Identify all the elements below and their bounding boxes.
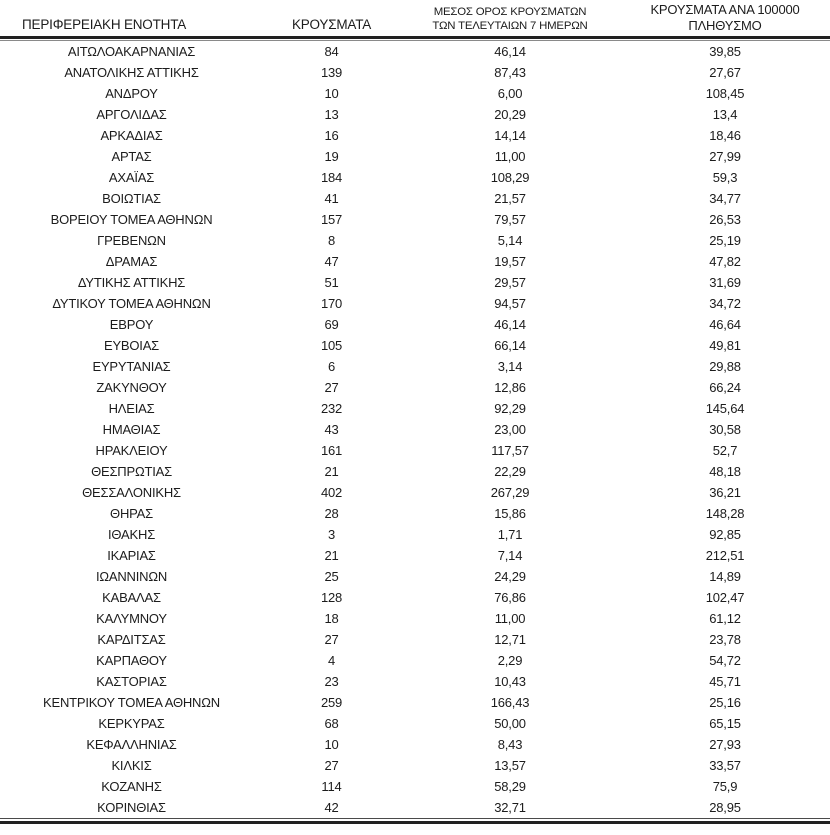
table-row [0,440,830,461]
table-row [0,167,830,188]
cell-region: ΚΕΡΚΥΡΑΣ [98,716,165,731]
table-row [0,335,830,356]
table-row [0,734,830,755]
cell-cases-per-100000: 14,89 [709,569,741,584]
header-cases-per-100000-line2: ΠΛΗΘΥΣΜΟ [688,17,762,33]
cell-cases: 41 [324,191,339,206]
table-row [0,503,830,524]
table-row [0,209,830,230]
cell-7day-average: 166,43 [490,695,530,710]
table-row [0,62,830,83]
header-cases-label: ΚΡΟΥΣΜΑΤΑ [291,17,372,32]
cell-region: ΚΑΡΔΙΤΣΑΣ [97,632,166,647]
cell-7day-average: 12,71 [494,632,526,647]
cell-region: ΚΑΣΤΟΡΙΑΣ [96,674,167,689]
cell-cases: 139 [320,65,343,80]
cell-cases-per-100000: 75,9 [712,779,738,794]
cell-region: ΒΟΡΕΙΟΥ ΤΟΜΕΑ ΑΘΗΝΩΝ [50,212,213,227]
cell-cases: 259 [320,695,343,710]
header-cases-per-100000-line1: ΚΡΟΥΣΜΑΤΑ ΑΝΑ 100000 [650,2,800,17]
header-region [0,17,263,36]
cell-cases: 170 [320,296,343,311]
table-row [0,755,830,776]
cell-region: ΕΒΡΟΥ [109,317,154,332]
cell-cases: 27 [324,632,339,647]
cell-cases-per-100000: 31,69 [709,275,741,290]
cell-region: ΙΩΑΝΝΙΝΩΝ [95,569,168,584]
cell-7day-average: 92,29 [494,401,526,416]
cell-cases: 27 [324,758,339,773]
cell-cases: 13 [324,107,339,122]
cell-cases-per-100000: 36,21 [709,485,741,500]
cell-region: ΑΡΤΑΣ [111,149,152,164]
table-row [0,524,830,545]
cell-cases: 18 [324,611,339,626]
cell-region: ΕΥΡΥΤΑΝΙΑΣ [92,359,171,374]
cell-region: ΙΚΑΡΙΑΣ [107,548,156,563]
cell-cases-per-100000: 49,81 [709,338,741,353]
cell-cases: 21 [324,548,339,563]
cell-7day-average: 94,57 [494,296,526,311]
cell-cases-per-100000: 25,19 [709,233,741,248]
cell-cases-per-100000: 145,64 [705,401,745,416]
cell-cases-per-100000: 27,67 [709,65,741,80]
cell-cases: 184 [320,170,343,185]
table-row [0,482,830,503]
cell-cases-per-100000: 47,82 [709,254,741,269]
cell-region: ΚΑΒΑΛΑΣ [102,590,161,605]
cell-region: ΑΧΑΪΑΣ [108,170,155,185]
table-row [0,671,830,692]
cell-7day-average: 8,43 [497,737,523,752]
cell-7day-average: 76,86 [494,590,526,605]
cell-7day-average: 6,00 [497,86,523,101]
cell-region: ΑΙΤΩΛΟΑΚΑΡΝΑΝΙΑΣ [67,44,196,59]
cell-region: ΕΥΒΟΙΑΣ [103,338,160,353]
cell-cases: 19 [324,149,339,164]
cell-7day-average: 11,00 [494,611,526,626]
cell-cases-per-100000: 28,95 [709,800,741,815]
cell-cases-per-100000: 27,99 [709,149,741,164]
cell-cases: 43 [324,422,339,437]
cell-cases-per-100000: 27,93 [709,737,741,752]
cell-cases-per-100000: 61,12 [709,611,741,626]
cell-7day-average: 7,14 [497,548,523,563]
header-7day-average-line1: ΜΕΣΟΣ ΟΡΟΣ ΚΡΟΥΣΜΑΤΩΝ [433,6,587,18]
table-row [0,398,830,419]
cell-cases-per-100000: 102,47 [705,590,745,605]
cell-7day-average: 108,29 [490,170,530,185]
cell-region: ΚΟΡΙΝΘΙΑΣ [97,800,166,815]
cell-cases-per-100000: 23,78 [709,632,741,647]
cell-7day-average: 10,43 [494,674,526,689]
cell-cases: 402 [320,485,343,500]
cell-7day-average: 22,29 [494,464,526,479]
cell-cases-per-100000: 34,72 [709,296,741,311]
cell-7day-average: 11,00 [494,149,526,164]
header-cases-per-100000 [620,2,830,36]
cell-region: ΔΥΤΙΚΟΥ ΤΟΜΕΑ ΑΘΗΝΩΝ [52,296,211,311]
cell-cases: 232 [320,401,343,416]
cell-cases-per-100000: 39,85 [709,44,741,59]
cell-7day-average: 24,29 [494,569,526,584]
cell-cases-per-100000: 92,85 [709,527,741,542]
cell-cases-per-100000: 48,18 [709,464,741,479]
cell-cases-per-100000: 46,64 [709,317,741,332]
cell-region: ΑΝΔΡΟΥ [105,86,158,101]
cell-region: ΓΡΕΒΕΝΩΝ [97,233,166,248]
cell-cases-per-100000: 212,51 [705,548,745,563]
header-region-label: ΠΕΡΙΦΕΡΕΙΑΚΗ ΕΝΟΤΗΤΑ [22,17,187,32]
cell-region: ΚΙΛΚΙΣ [111,758,152,773]
cell-region: ΗΛΕΙΑΣ [108,401,155,416]
cell-cases-per-100000: 30,58 [709,422,741,437]
cell-region: ΙΘΑΚΗΣ [107,527,156,542]
table-row [0,650,830,671]
table-row [0,272,830,293]
table-row [0,629,830,650]
cell-cases: 21 [324,464,339,479]
cell-region: ΗΜΑΘΙΑΣ [102,422,161,437]
cell-cases-per-100000: 29,88 [709,359,741,374]
cell-region: ΘΕΣΠΡΩΤΙΑΣ [91,464,172,479]
cell-cases: 69 [324,317,339,332]
cell-cases-per-100000: 18,46 [709,128,741,143]
cell-cases-per-100000: 65,15 [709,716,741,731]
table-row [0,356,830,377]
cell-7day-average: 79,57 [494,212,526,227]
table-row [0,41,830,62]
cell-cases: 23 [324,674,339,689]
cell-7day-average: 13,57 [494,758,526,773]
cell-cases-per-100000: 13,4 [712,107,738,122]
cell-7day-average: 267,29 [490,485,530,500]
table-row [0,545,830,566]
cell-region: ΘΕΣΣΑΛΟΝΙΚΗΣ [82,485,181,500]
cell-7day-average: 19,57 [494,254,526,269]
table-header [0,2,830,36]
cell-cases-per-100000: 59,3 [712,170,738,185]
cell-7day-average: 58,29 [494,779,526,794]
table-row [0,314,830,335]
cell-cases: 42 [324,800,339,815]
cell-cases: 3 [327,527,336,542]
cell-7day-average: 29,57 [494,275,526,290]
cell-7day-average: 5,14 [497,233,523,248]
table-row [0,104,830,125]
cell-cases-per-100000: 54,72 [709,653,741,668]
cell-7day-average: 3,14 [497,359,523,374]
cell-7day-average: 50,00 [494,716,526,731]
cell-region: ΔΥΤΙΚΗΣ ΑΤΤΙΚΗΣ [77,275,186,290]
cell-7day-average: 20,29 [494,107,526,122]
table-row [0,461,830,482]
cell-region: ΑΡΚΑΔΙΑΣ [100,128,163,143]
table-row [0,188,830,209]
cell-region: ΘΗΡΑΣ [110,506,153,521]
table-row [0,566,830,587]
cell-cases-per-100000: 148,28 [705,506,745,521]
header-7day-average [400,6,620,36]
cell-region: ΚΑΛΥΜΝΟΥ [96,611,167,626]
cell-cases: 47 [324,254,339,269]
header-7day-average-line2: ΤΩΝ ΤΕΛΕΥΤΑΙΩΝ 7 ΗΜΕΡΩΝ [432,19,588,32]
cell-cases: 105 [320,338,343,353]
cell-7day-average: 1,71 [497,527,523,542]
cell-region: ΖΑΚΥΝΘΟΥ [96,380,167,395]
cell-region: ΚΟΖΑΝΗΣ [101,779,162,794]
table-row [0,608,830,629]
cell-region: ΑΝΑΤΟΛΙΚΗΣ ΑΤΤΙΚΗΣ [64,65,199,80]
cell-cases: 8 [327,233,336,248]
cell-7day-average: 87,43 [494,65,526,80]
cell-cases: 10 [324,86,339,101]
cell-cases-per-100000: 52,7 [712,443,738,458]
table-row [0,692,830,713]
cell-7day-average: 15,86 [494,506,526,521]
cell-region: ΚΕΝΤΡΙΚΟΥ ΤΟΜΕΑ ΑΘΗΝΩΝ [43,695,220,710]
table-row [0,377,830,398]
cell-region: ΔΡΑΜΑΣ [105,254,158,269]
table-row [0,83,830,104]
cell-cases: 114 [321,779,342,794]
cell-region: ΗΡΑΚΛΕΙΟΥ [95,443,168,458]
cell-cases: 6 [327,359,336,374]
table-row [0,125,830,146]
cell-cases: 16 [324,128,339,143]
cell-cases: 25 [324,569,339,584]
table-row [0,230,830,251]
cell-region: ΚΑΡΠΑΘΟΥ [96,653,167,668]
cell-cases: 10 [324,737,339,752]
cell-cases-per-100000: 33,57 [709,758,741,773]
table-bottom-border [0,818,830,824]
cell-7day-average: 2,29 [497,653,523,668]
cell-7day-average: 12,86 [494,380,526,395]
cell-cases: 51 [324,275,339,290]
cell-region: ΒΟΙΩΤΙΑΣ [102,191,161,206]
cell-cases: 84 [324,44,339,59]
cell-cases-per-100000: 26,53 [709,212,741,227]
cell-cases: 128 [320,590,343,605]
table-row [0,713,830,734]
table-row [0,419,830,440]
cell-7day-average: 23,00 [494,422,526,437]
table-row [0,251,830,272]
cell-7day-average: 32,71 [494,800,526,815]
header-cases [263,17,400,36]
cell-cases-per-100000: 45,71 [709,674,741,689]
cell-cases-per-100000: 34,77 [709,191,741,206]
cell-cases: 161 [320,443,343,458]
cell-7day-average: 66,14 [494,338,526,353]
cell-cases: 4 [327,653,336,668]
cell-cases-per-100000: 25,16 [709,695,741,710]
table-body [0,41,830,818]
table-row [0,776,830,797]
table-row [0,587,830,608]
cell-7day-average: 46,14 [494,44,526,59]
table-row [0,797,830,818]
cell-region: ΚΕΦΑΛΛΗΝΙΑΣ [86,737,177,752]
cell-7day-average: 117,57 [491,443,529,458]
cell-region: ΑΡΓΟΛΙΔΑΣ [96,107,167,122]
cell-cases-per-100000: 108,45 [705,86,745,101]
cell-7day-average: 46,14 [494,317,526,332]
cell-cases: 27 [324,380,339,395]
table-row [0,146,830,167]
cell-cases: 157 [320,212,343,227]
table-row [0,293,830,314]
cell-7day-average: 14,14 [494,128,526,143]
cell-7day-average: 21,57 [494,191,526,206]
cell-cases: 28 [324,506,339,521]
cell-cases: 68 [324,716,339,731]
cell-cases-per-100000: 66,24 [709,380,741,395]
